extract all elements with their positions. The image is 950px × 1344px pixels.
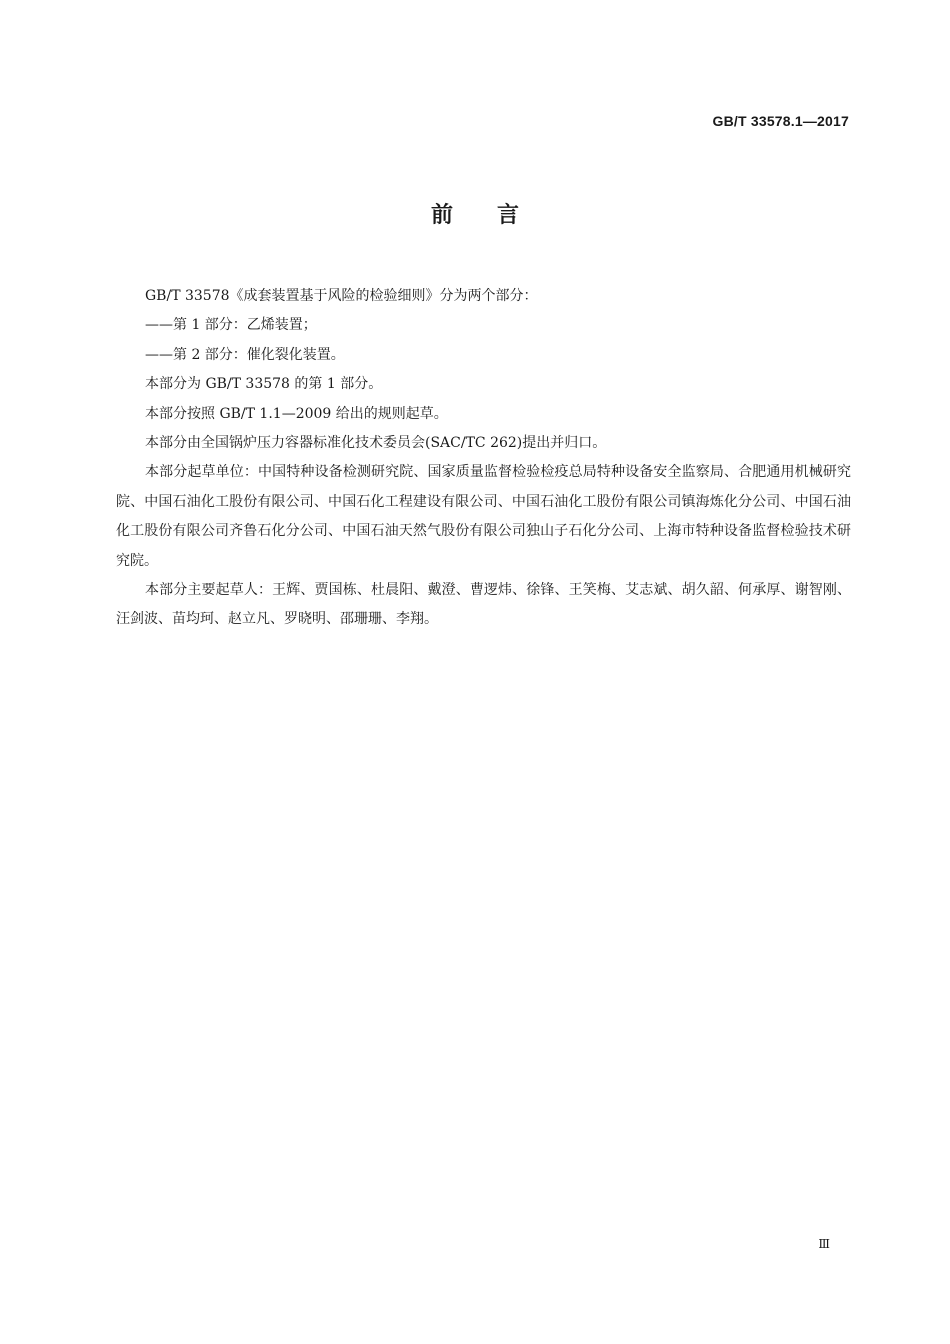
paragraph-proposer: 本部分由全国锅炉压力容器标准化技术委员会(SAC/TC 262)提出并归口。: [145, 435, 607, 452]
standard-number: GB/T 33578.1—2017: [712, 113, 849, 129]
page-number: Ⅲ: [818, 1237, 830, 1251]
paragraph-drafting-units: 本部分起草单位：中国特种设备检测研究院、国家质量监督检验检疫总局特种设备安全监察局、合肥通用机械研究院、中国石油化工股份有限公司、中国石化工程建设有限公司、中国石油化工股份有限公司镇海炼化分公司、中国石油化工股份有限公司齐鲁石化分公司、中国石油天然气股份有限公司独山子石化分公司、上海市特种设备监督检验技术研究院。: [116, 464, 851, 569]
page-title: 前言: [430, 203, 563, 228]
paragraph-drafting-rules: 本部分按照 GB/T 1.1—2009 给出的规则起草。: [145, 405, 448, 422]
paragraph-part-2: ——第 2 部分：催化裂化装置。: [145, 346, 345, 363]
paragraph-parts-overview: GB/T 33578《成套装置基于风险的检验细则》分为两个部分：: [145, 288, 538, 304]
paragraph-part-1: ——第 1 部分：乙烯装置；: [145, 317, 317, 334]
foreword-body: [116, 282, 851, 635]
paragraph-drafters: 本部分主要起草人：王辉、贾国栋、杜晨阳、戴澄、曹逻炜、徐锋、王笑梅、艾志斌、胡久韶、何承厚、谢智刚、汪剑波、苗均珂、赵立凡、罗晓明、邵珊珊、李翔。: [116, 582, 851, 628]
paragraph-this-part: 本部分为 GB/T 33578 的第 1 部分。: [145, 376, 383, 393]
